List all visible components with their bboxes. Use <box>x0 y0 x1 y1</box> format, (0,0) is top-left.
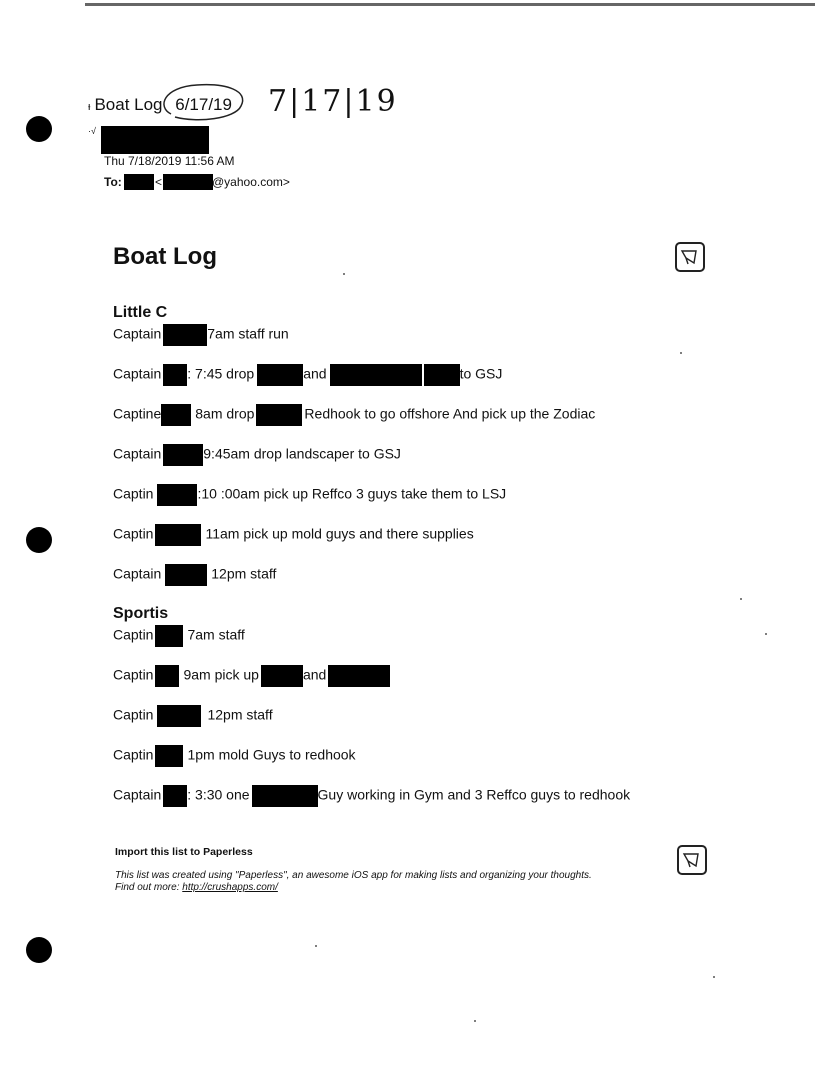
log-entry: Captain 7am staff run <box>113 324 289 346</box>
subject-prefix: Boat Log <box>94 95 163 114</box>
redaction <box>165 564 207 586</box>
redaction <box>163 324 207 346</box>
flag-mark: ᵻ <box>88 101 91 113</box>
log-entry: Captin 1pm mold Guys to redhook <box>113 745 356 767</box>
redacted-email <box>163 174 213 190</box>
redaction <box>328 665 390 687</box>
email-subject <box>88 95 240 115</box>
sent-time: Thu 7/18/2019 11:56 AM <box>104 154 235 168</box>
redaction <box>388 364 422 386</box>
redaction <box>261 665 303 687</box>
section-heading-sportis: Sportis <box>113 605 169 622</box>
scan-speck <box>474 1020 476 1022</box>
to-label: To: <box>104 175 122 189</box>
scan-speck <box>740 598 742 600</box>
log-entry: Captine 8am drop Redhook to go offshore And pick up the Zodiac <box>113 404 595 426</box>
log-entry: Captin 9am pick up and <box>113 665 390 687</box>
scan-speck <box>680 352 682 354</box>
log-entry: Captin 12pm staff <box>113 705 273 727</box>
redaction <box>163 364 187 386</box>
subject-date: 6/17/19 <box>175 95 232 114</box>
import-to-paperless: Import this list to Paperless <box>115 846 253 858</box>
scan-speck <box>765 633 767 635</box>
scan-speck <box>315 945 317 947</box>
redaction <box>155 665 179 687</box>
redaction <box>155 524 201 546</box>
redacted-sender <box>101 126 209 154</box>
scan-speck <box>713 976 715 978</box>
redacted-name <box>124 174 154 190</box>
punch-hole-top <box>26 116 52 142</box>
redaction <box>330 364 388 386</box>
log-entry: Captin 11am pick up mold guys and there supplies <box>113 524 474 546</box>
log-entry: Captain 12pm staff <box>113 564 276 586</box>
redaction <box>161 404 191 426</box>
redaction <box>163 785 187 807</box>
redaction <box>155 625 183 647</box>
crushapps-link[interactable]: http://crushapps.com/ <box>182 882 278 893</box>
hand-circle-icon <box>157 81 249 127</box>
paperless-note <box>115 870 592 894</box>
redaction <box>163 444 203 466</box>
handwritten-date: 7|17|19 <box>268 84 398 119</box>
reply-mark: ·√ <box>88 126 96 136</box>
redaction <box>252 785 318 807</box>
log-entry: Captin :10 :00am pick up Reffco 3 guys take them to LSJ <box>113 484 506 506</box>
doc-title: Boat Log <box>113 243 217 270</box>
circled-date <box>167 95 240 115</box>
scan-top-edge <box>85 3 815 6</box>
log-entry: Captain 9:45am drop landscaper to GSJ <box>113 444 401 466</box>
punch-hole-middle <box>26 527 52 553</box>
redaction <box>256 404 302 426</box>
paperless-app-icon <box>675 242 705 272</box>
redaction <box>257 364 303 386</box>
to-email-suffix: @yahoo.com> <box>212 175 290 189</box>
paperless-note-line2: Find out more: http://crushapps.com/ <box>115 882 278 893</box>
log-entry: Captin 7am staff <box>113 625 245 647</box>
paperless-note-line1: This list was created using "Paperless", an awesome iOS app for making lists and organizing your thoughts. <box>115 870 592 881</box>
redaction <box>424 364 460 386</box>
redaction <box>155 745 183 767</box>
section-heading-little-c: Little C <box>113 304 168 321</box>
paperless-app-icon <box>677 845 707 875</box>
redaction <box>157 484 197 506</box>
scan-speck <box>343 273 345 275</box>
log-entry: Captain : 7:45 drop and to GSJ <box>113 364 502 386</box>
redaction <box>157 705 201 727</box>
punch-hole-bottom <box>26 937 52 963</box>
to-bracket: < <box>155 175 163 189</box>
log-entry: Captain : 3:30 one Guy working in Gym and 3 Reffco guys to redhook <box>113 785 630 807</box>
